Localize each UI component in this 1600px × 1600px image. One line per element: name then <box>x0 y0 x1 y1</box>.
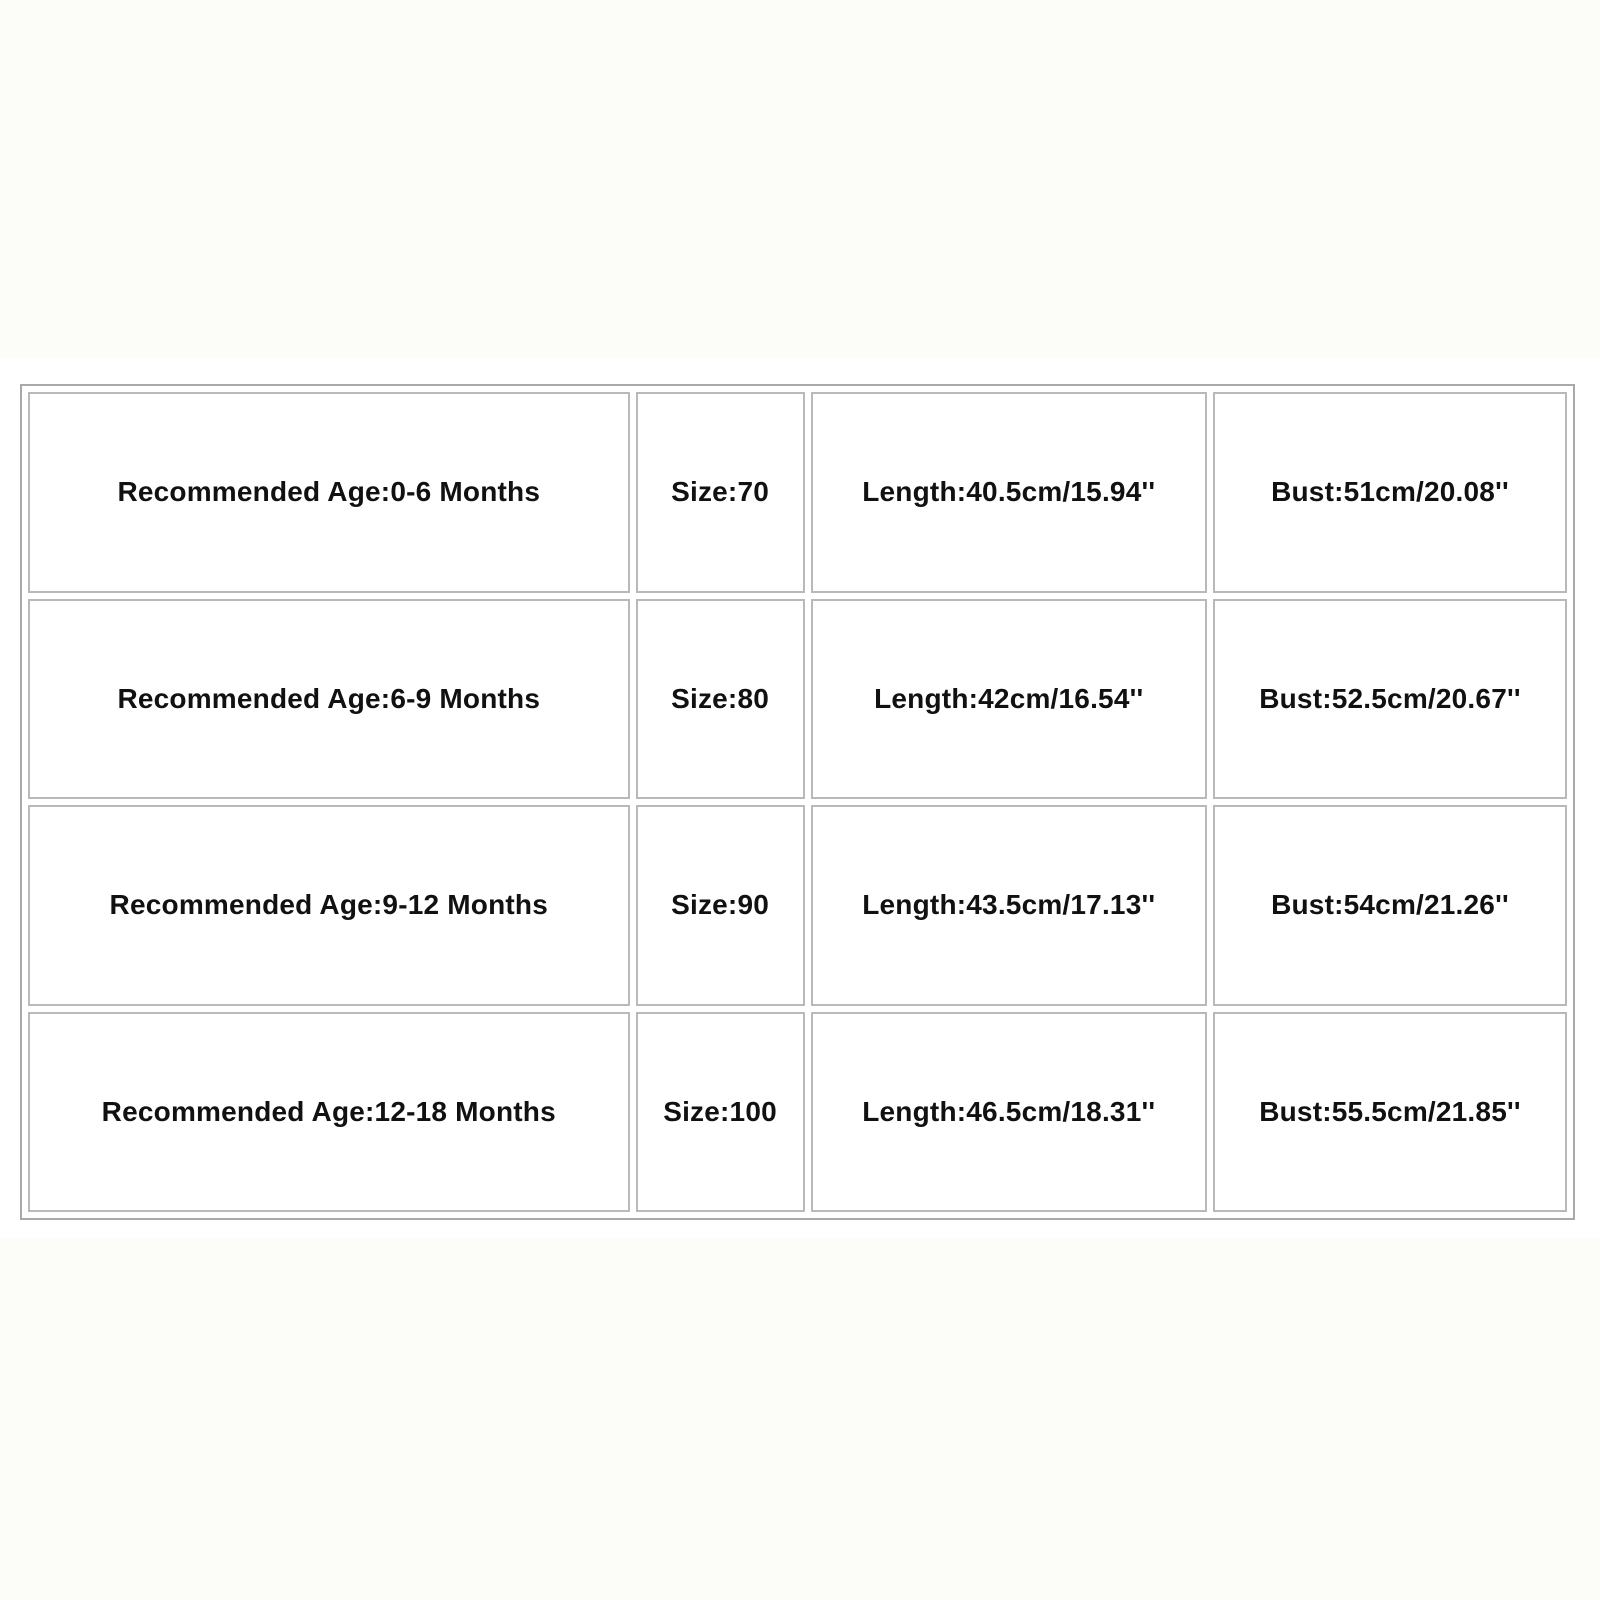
size-cell: Size:70 <box>636 392 805 593</box>
age-cell: Recommended Age:0-6 Months <box>28 392 630 593</box>
size-chart-table <box>20 384 1575 1220</box>
age-cell: Recommended Age:6-9 Months <box>28 599 630 800</box>
size-cell: Size:80 <box>636 599 805 800</box>
table-row <box>28 599 1567 800</box>
size-cell: Size:90 <box>636 805 805 1006</box>
length-cell: Length:46.5cm/18.31'' <box>811 1012 1207 1213</box>
age-cell: Recommended Age:9-12 Months <box>28 805 630 1006</box>
bust-cell: Bust:52.5cm/20.67'' <box>1213 599 1567 800</box>
length-cell: Length:43.5cm/17.13'' <box>811 805 1207 1006</box>
table-row <box>28 1012 1567 1213</box>
table-row <box>28 805 1567 1006</box>
age-cell: Recommended Age:12-18 Months <box>28 1012 630 1213</box>
bust-cell: Bust:55.5cm/21.85'' <box>1213 1012 1567 1213</box>
length-cell: Length:42cm/16.54'' <box>811 599 1207 800</box>
bust-cell: Bust:54cm/21.26'' <box>1213 805 1567 1006</box>
table-row <box>28 392 1567 593</box>
bust-cell: Bust:51cm/20.08'' <box>1213 392 1567 593</box>
length-cell: Length:40.5cm/15.94'' <box>811 392 1207 593</box>
size-cell: Size:100 <box>636 1012 805 1213</box>
